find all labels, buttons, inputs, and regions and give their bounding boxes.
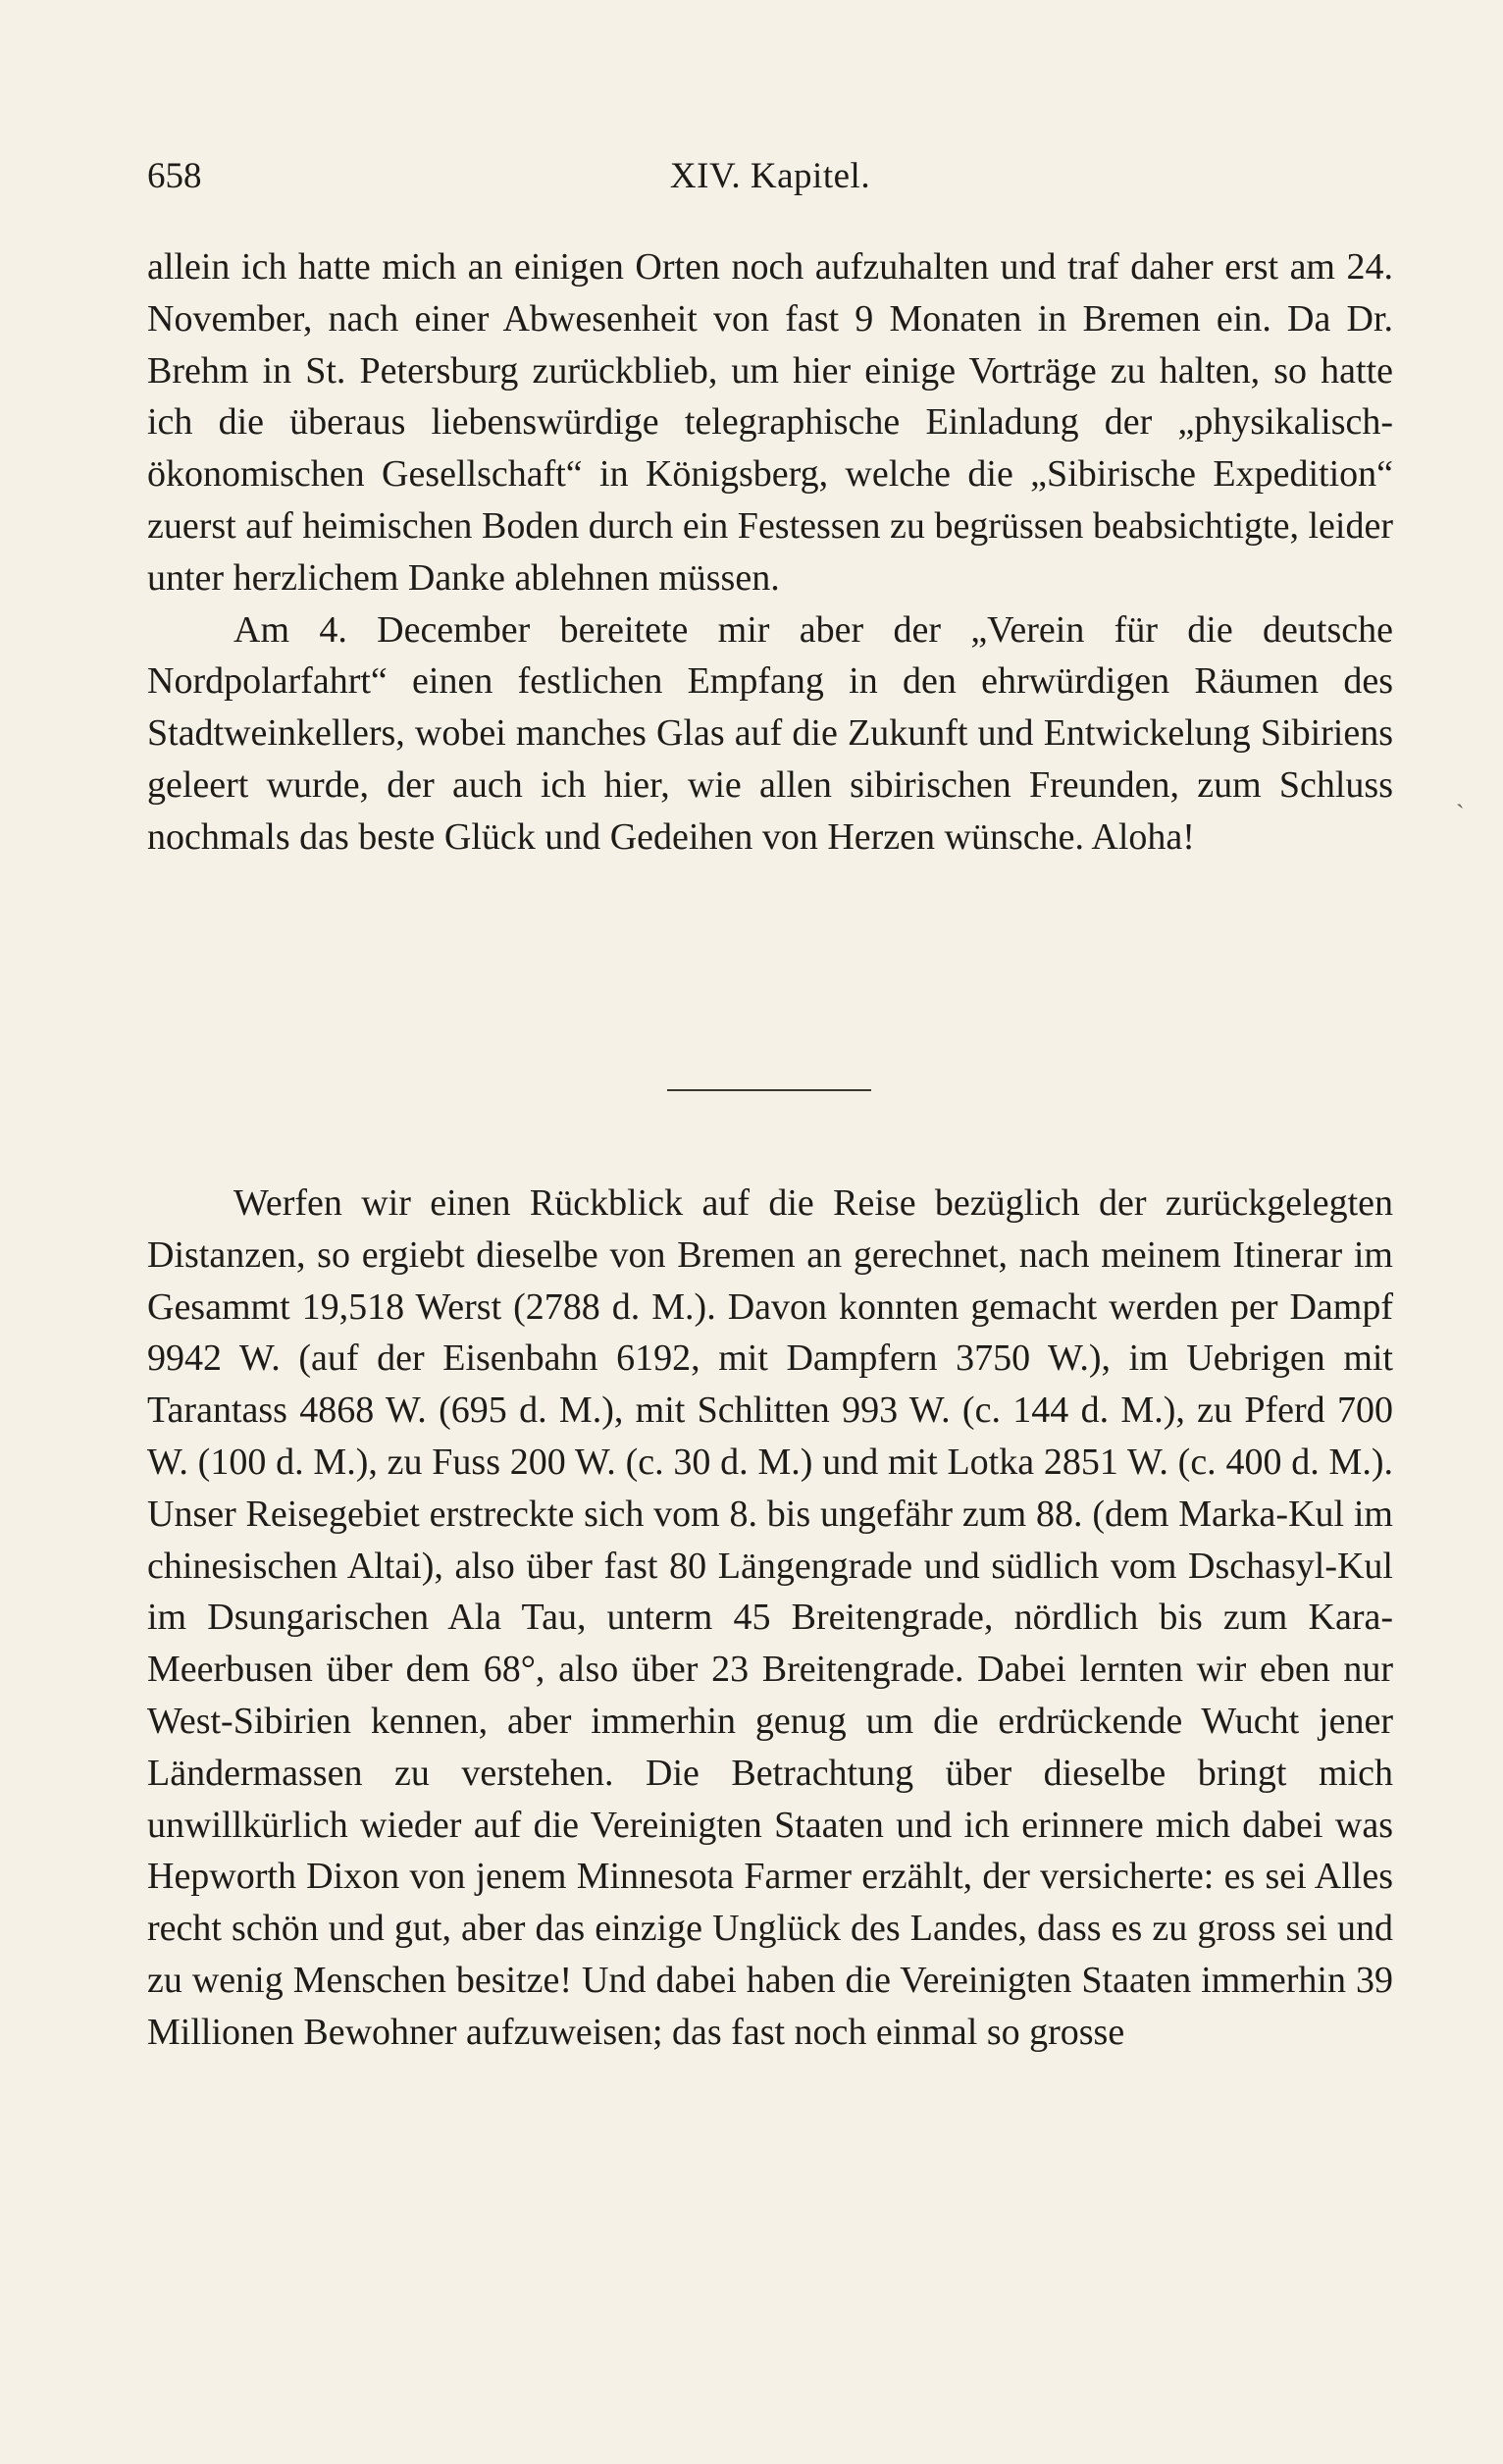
paragraph-rueckblick: Werfen wir einen Rückblick auf die Reise bezüglich der zurückgelegten Distanzen, so ergiebt dieselbe von Bremen an gerechnet, nach meinem Itinerar im Gesammt 19,518 Werst (2788 d. M.). Davon konnten gemacht werden per Dampf 9942 W. (auf der Eisenbahn 6192, mit Dampfern 3750 W.), im Uebrigen mit Tarantass 4868 W. (695 d. M.), mit Schlitten 993 W. (c. 144 d. M.), zu Pferd 700 W. (100 d. M.), zu Fuss 200 W. (c. 30 d. M.) und mit Lotka 2851 W. (c. 400 d. M.). Unser Reisegebiet erstreckte sich vom 8. bis ungefähr zum 88. (dem Marka-Kul im chinesischen Altai), also über fast 80 Längengrade und südlich vom Dschasyl-Kul im Dsungarischen Ala Tau, unterm 45 Breitengrade, nördlich bis zum Kara-Meerbusen über dem 68°, also über 23 Breitengrade. Dabei lernten wir eben nur West-Sibirien kennen, aber immerhin genug um die erdrückende Wucht jener Ländermassen zu verstehen. Die Betrachtung über dieselbe bringt mich unwillkürlich wieder auf die Vereinigten Staaten und ich erinnere mich dabei was Hepworth Dixon von jenem Minnesota Farmer erzählt, der versicherte: es sei Alles recht schön und gut, aber das einzige Unglück des Landes, dass es zu gross sei und zu wenig Menschen besitze! Und dabei haben die Vereinigten Staaten immerhin 39 Millionen Bewohner aufzuweisen; das fast noch einmal so grosse (147, 1182, 1393, 2053)
section-divider (667, 1089, 871, 1091)
paragraph-december: Am 4. December bereitete mir aber der „Verein für die deutsche Nordpolarfahrt“ einen festlichen Empfang in den ehrwürdigen Räumen des Stadtweinkellers, wobei manches Glas auf die Zukunft und Entwickelung Sibiriens geleert wurde, der auch ich hier, wie allen sibirischen Freunden, zum Schluss nochmals das beste Glück und Gedeihen von Herzen wünsche. Aloha! (147, 608, 1393, 858)
paragraph-continuation: allein ich hatte mich an einigen Orten noch aufzuhalten und traf daher erst am 24. November, nach einer Abwesenheit von fast 9 Monaten in Bremen ein. Da Dr. Brehm in St. Petersburg zurückblieb, um hier einige Vorträge zu halten, so hatte ich die überaus liebenswürdige telegraphische Einladung der „physikalisch-ökonomischen Gesellschaft“ in Königsberg, welche die „Sibirische Expedition“ zuerst auf heimischen Boden durch ein Festessen zu begrüssen beabsichtigte, leider unter herzlichem Danke ablehnen müssen. (147, 246, 1393, 599)
page-number: 658 (147, 156, 202, 196)
text-block-top (147, 241, 1393, 864)
text-block-bottom (147, 1178, 1393, 2059)
margin-mark: ˎ (1456, 780, 1465, 809)
running-head: XIV. Kapitel. (669, 156, 871, 196)
page-header (147, 155, 1393, 204)
